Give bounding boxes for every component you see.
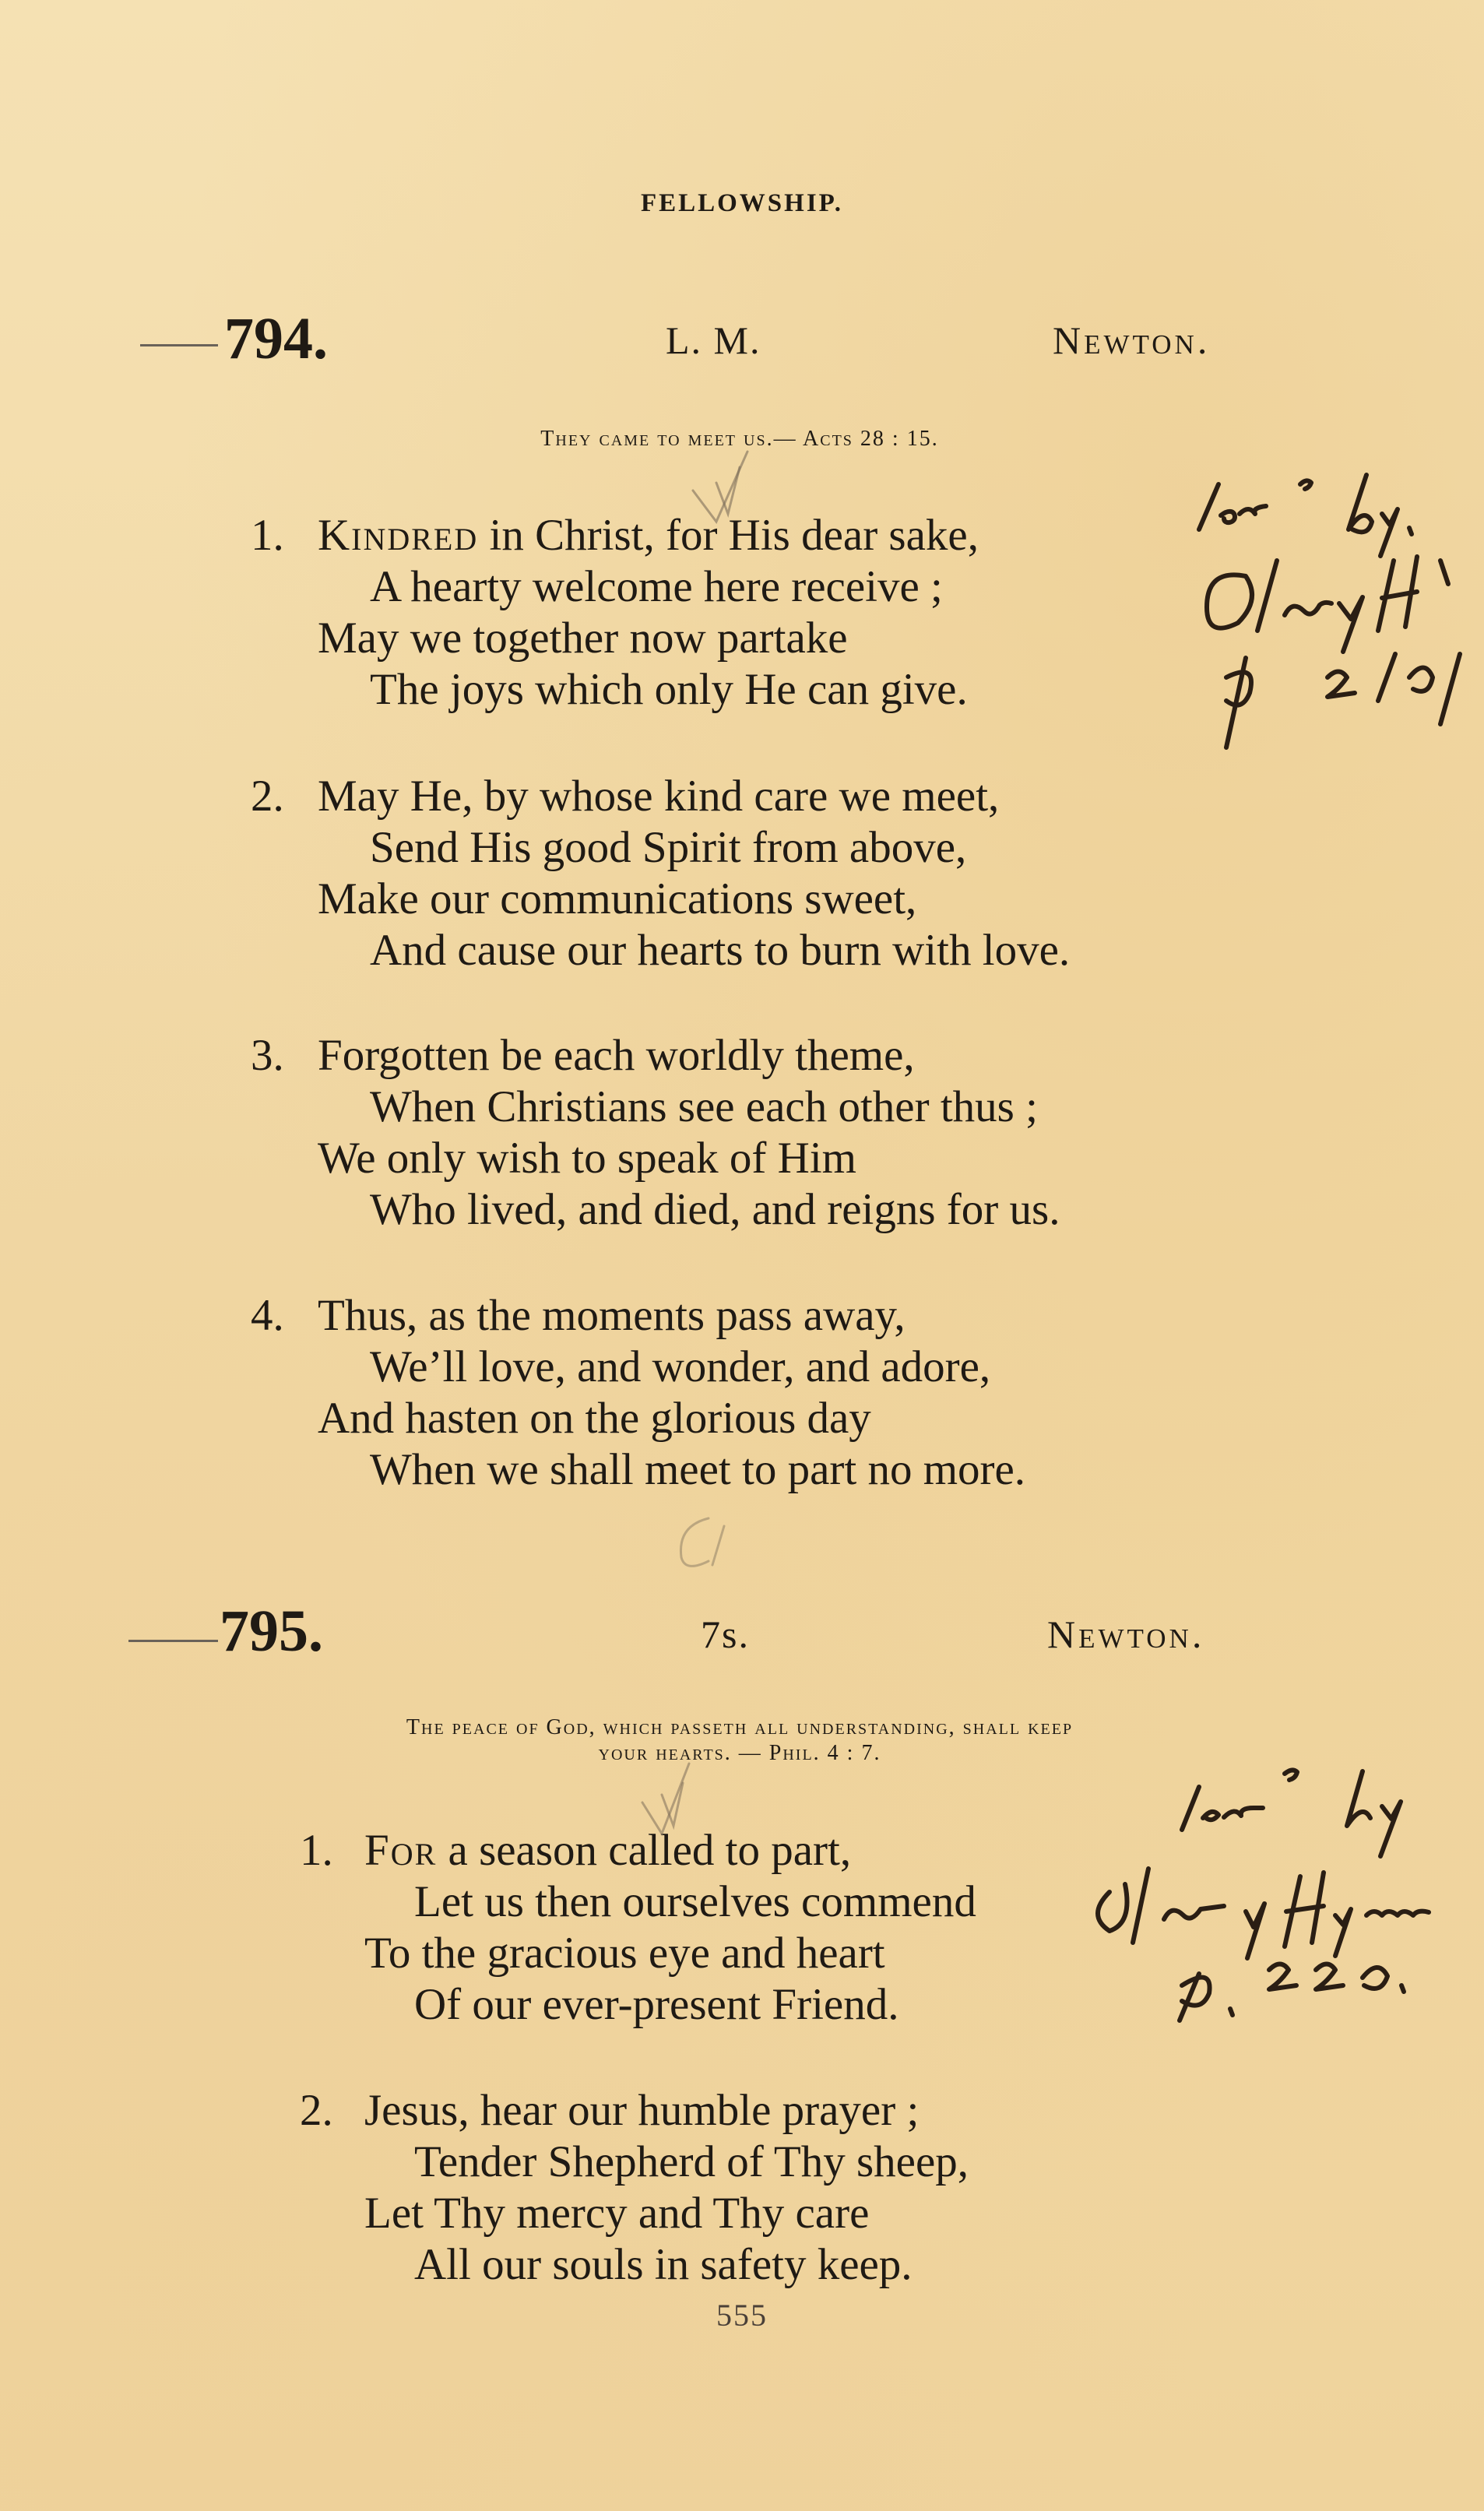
stanza-line: To the gracious eye and heart: [364, 1929, 885, 1978]
stanza-line: The joys which only He can give.: [370, 665, 968, 714]
stanza-line: Who lived, and died, and reigns for us.: [370, 1185, 1060, 1234]
stanza-line: All our souls in safety keep.: [414, 2240, 913, 2289]
stanza-number: 1.: [300, 1826, 333, 1875]
handwritten-margin-note: [1183, 467, 1479, 763]
stanza-line: We only wish to speak of Him: [318, 1134, 856, 1183]
stanza-number: 1.: [251, 511, 284, 560]
stanza-line: Let us then ourselves commend: [414, 1877, 976, 1926]
faint-pencil-mark: [670, 1510, 747, 1588]
stanza-line: May we together now partake: [318, 614, 848, 663]
stanza-line: Jesus, hear our humble prayer ;: [364, 2086, 920, 2135]
stanza-line: Of our ever-present Friend.: [414, 1980, 899, 2029]
hymn-author: Newton.: [1053, 318, 1211, 362]
stanza-line: A hearty welcome here receive ;: [370, 562, 943, 611]
handwritten-margin-note: [1090, 1760, 1479, 2024]
stanza-number: 4.: [251, 1291, 284, 1340]
hymn-number: 794.: [224, 306, 328, 371]
stanza-line: And cause our hearts to burn with love.: [370, 926, 1071, 975]
hymn-heading: your hearts. — Phil. 4 : 7.: [598, 1741, 881, 1765]
stanza-line: When we shall meet to part no more.: [370, 1445, 1026, 1494]
margin-dash: [140, 344, 218, 346]
stanza-line-rest: a season called to part,: [437, 1826, 852, 1875]
stanza-line: [364, 1825, 851, 1876]
stanza-line: Make our communications sweet,: [318, 874, 917, 923]
page-number: 555: [716, 2298, 768, 2333]
hymn-meter: L. M.: [666, 318, 761, 362]
stanza-number: 2.: [251, 772, 284, 821]
running-head: FELLOWSHIP.: [640, 189, 844, 217]
margin-dash: [128, 1640, 218, 1642]
stanza-line: Forgotten be each worldly theme,: [318, 1031, 915, 1080]
stanza-number: 2.: [300, 2086, 333, 2135]
stanza-line: Thus, as the moments pass away,: [318, 1291, 906, 1340]
stanza-line: We’ll love, and wonder, and adore,: [370, 1342, 991, 1391]
hymn-heading: The peace of God, which passeth all understanding, shall keep: [406, 1715, 1074, 1739]
stanza-line-rest: in Christ, for His dear sake,: [478, 511, 979, 560]
hymn-number: 795.: [220, 1598, 323, 1664]
faint-pencil-check: [635, 1756, 720, 1841]
stanza-first-word: For: [364, 1826, 438, 1875]
stanza-line: [318, 510, 979, 561]
stanza-line: And hasten on the glorious day: [318, 1394, 871, 1443]
stanza-number: 3.: [251, 1031, 284, 1080]
stanza-line: Let Thy mercy and Thy care: [364, 2189, 870, 2238]
stanza-first-word: Kindred: [318, 511, 479, 560]
stanza-line: When Christians see each other thus ;: [370, 1082, 1038, 1131]
stanza-line: Send His good Spirit from above,: [370, 823, 967, 872]
hymn-author: Newton.: [1047, 1612, 1205, 1656]
faint-pencil-check: [685, 436, 779, 529]
hymn-heading: They came to meet us.— Acts 28 : 15.: [540, 427, 939, 451]
stanza-line: May He, by whose kind care we meet,: [318, 772, 1000, 821]
hymn-meter: 7s.: [701, 1612, 750, 1656]
stanza-line: Tender Shepherd of Thy sheep,: [414, 2137, 969, 2186]
